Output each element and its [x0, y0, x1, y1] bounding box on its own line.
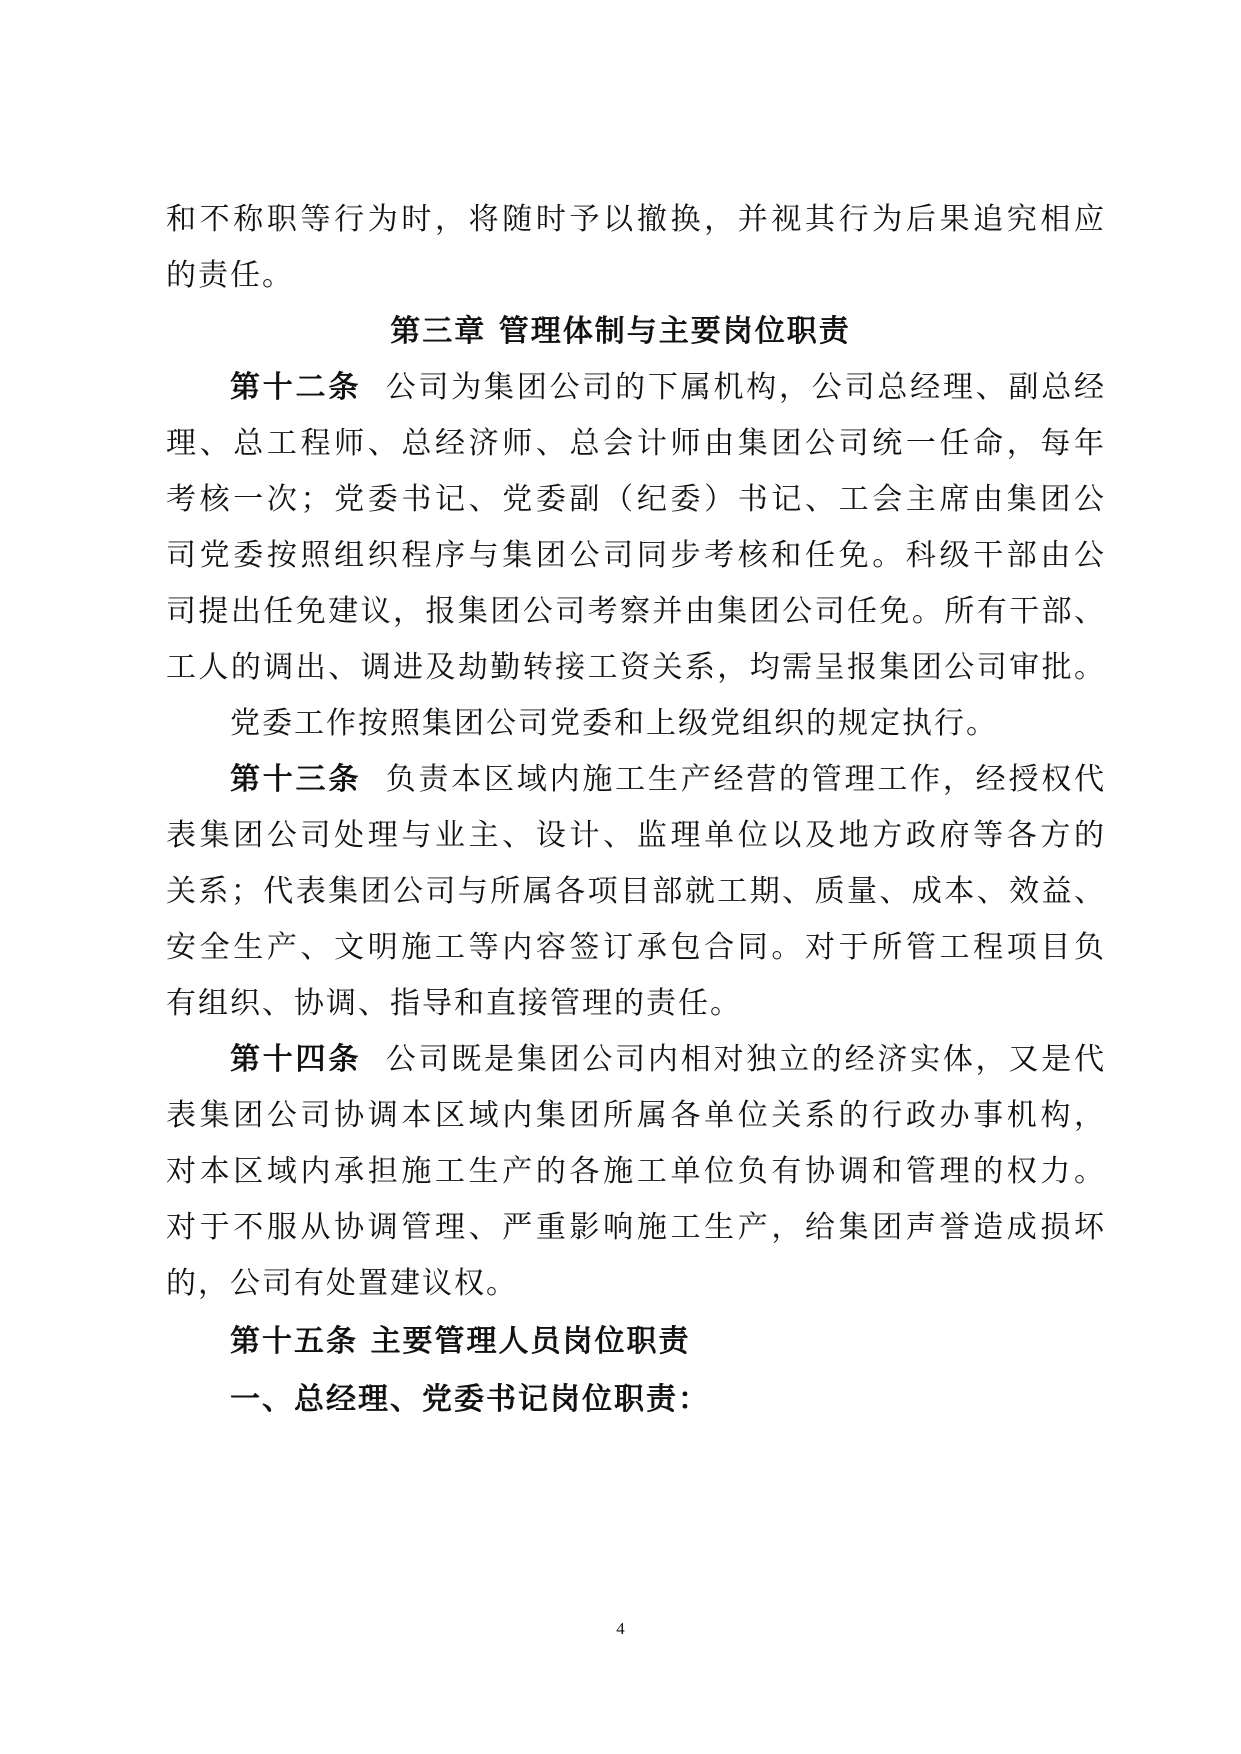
text-line: 关系；代表集团公司与所属各项目部就工期、质量、成本、效益、: [166, 874, 1106, 909]
text-line: 的，公司有处置建议权。: [166, 1266, 518, 1301]
article-text: 公司为集团公司的下属机构，公司总经理、副总经: [385, 370, 1107, 405]
chapter-title: 第三章 管理体制与主要岗位职责: [390, 314, 851, 349]
article-label: 第十四条: [230, 1042, 362, 1077]
article-text: 公司既是集团公司内相对独立的经济实体，又是代: [385, 1042, 1107, 1077]
text-line: 工人的调出、调进及劫勤转接工资关系，均需呈报集团公司审批。: [166, 650, 1106, 685]
text-line: 表集团公司处理与业主、设计、监理单位以及地方政府等各方的: [166, 818, 1106, 853]
text-line: 和不称职等行为时，将随时予以撤换，并视其行为后果追究相应: [166, 202, 1106, 237]
text-line: 对于不服从协调管理、严重影响施工生产，给集团声誉造成损坏: [166, 1210, 1106, 1245]
article-12-first-line: [230, 368, 1106, 408]
text-line: 有组织、协调、指导和直接管理的责任。: [166, 986, 742, 1021]
article-text: 负责本区域内施工生产经营的管理工作，经授权代: [385, 762, 1107, 797]
text-line: 考核一次；党委书记、党委副（纪委）书记、工会主席由集团公: [166, 482, 1106, 517]
page-number: 4: [616, 1619, 625, 1638]
article-14-first-line: [230, 1040, 1106, 1080]
article-15-heading: 第十五条 主要管理人员岗位职责: [230, 1324, 691, 1359]
text-line: 安全生产、文明施工等内容签订承包合同。对于所管工程项目负: [166, 930, 1106, 965]
article-13-first-line: [230, 760, 1106, 800]
text-line: 理、总工程师、总经济师、总会计师由集团公司统一任命，每年: [166, 426, 1106, 461]
text-line: 表集团公司协调本区域内集团所属各单位关系的行政办事机构，: [166, 1098, 1106, 1133]
text-line: 司党委按照组织程序与集团公司同步考核和任免。科级干部由公: [166, 538, 1106, 573]
text-line: 党委工作按照集团公司党委和上级党组织的规定执行。: [230, 706, 998, 741]
article-label: 第十三条: [230, 762, 362, 797]
text-line: 司提出任免建议，报集团公司考察并由集团公司任免。所有干部、: [166, 594, 1106, 629]
section-heading: 一、总经理、党委书记岗位职责：: [230, 1382, 710, 1417]
text-line: 对本区域内承担施工生产的各施工单位负有协调和管理的权力。: [166, 1154, 1106, 1189]
text-line: 的责任。: [166, 258, 294, 293]
article-label: 第十二条: [230, 370, 362, 405]
